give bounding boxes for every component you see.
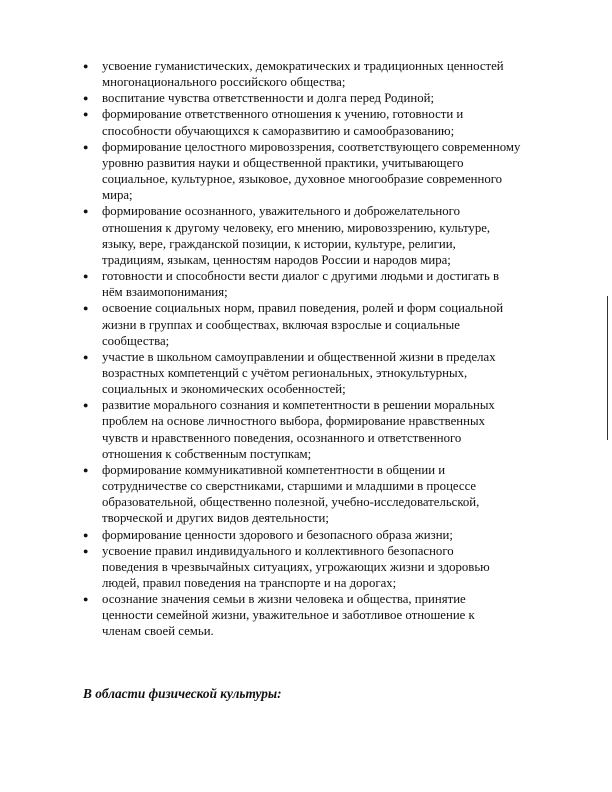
list-item-line: традициям, языкам, ценностям народов России и народов мира; <box>102 252 451 267</box>
bullet-icon: ● <box>83 61 89 71</box>
bullet-icon: ● <box>83 529 89 540</box>
list-item <box>83 397 560 462</box>
list-item-line: проблем на основе личностного выбора, формирование нравственных <box>102 414 486 429</box>
list-item <box>83 462 560 527</box>
list-item-line: жизни в группах и сообществах, включая взрослые и социальные <box>102 317 460 332</box>
list-item-line: воспитание чувства ответственности и долга перед Родиной; <box>102 91 435 106</box>
list-item-line: развитие морального сознания и компетентности в решении моральных <box>102 398 495 413</box>
list-item <box>83 106 560 138</box>
list-item-line: образовательной, общественно полезной, учебно-исследовательской, <box>102 495 480 510</box>
list-item-line: уровню развития науки и общественной практики, учитывающего <box>102 155 464 170</box>
list-item-line: освоение социальных норм, правил поведения, ролей и форм социальной <box>102 301 504 316</box>
list-item-line: многонационального российского общества; <box>102 75 346 90</box>
list-item-line: чувств и нравственного поведения, осознанного и ответственного <box>102 430 462 445</box>
list-item <box>83 90 560 106</box>
list-item-line: участие в школьном самоуправлении и общественной жизни в пределах <box>102 349 496 364</box>
section-heading: В области физической культуры: <box>83 686 282 701</box>
list-item-line: нём взаимопонимания; <box>102 285 228 300</box>
list-item <box>83 527 560 543</box>
list-item-line: формирование осознанного, уважительного и доброжелательного <box>102 204 460 219</box>
list-item-line: социальных и экономических особенностей; <box>102 382 346 397</box>
list-item-line: ценности семейной жизни, уважительное и заботливое отношение к <box>102 608 475 623</box>
bullet-list <box>83 58 560 640</box>
list-item-line: языку, вере, гражданской позиции, к истории, культуре, религии, <box>102 236 456 251</box>
list-item-line: формирование коммуникативной компетентности в общении и <box>102 462 446 477</box>
list-item <box>83 58 560 90</box>
list-item-line: членам своей семьи. <box>102 624 214 639</box>
margin-line <box>607 296 608 440</box>
list-item <box>83 300 560 348</box>
bullet-icon: ● <box>83 206 89 217</box>
list-item-line: людей, правил поведения на транспорте и на дорогах; <box>102 576 397 590</box>
bullet-icon: ● <box>83 545 89 556</box>
list-item-line: усвоение правил индивидуального и коллективного безопасного <box>102 543 454 558</box>
list-item-line: осознание значения семьи в жизни человека и общества, принятие <box>102 592 466 607</box>
list-item <box>83 203 560 268</box>
list-item-line: усвоение гуманистических, демократических и традиционных ценностей <box>102 59 504 73</box>
list-item-line: возрастных компетенций с учётом региональных, этнокультурных, <box>102 365 468 380</box>
bullet-icon: ● <box>83 141 89 152</box>
bullet-icon: ● <box>83 303 89 314</box>
list-item-line: социальное, культурное, языковое, духовное многообразие современного <box>102 172 503 187</box>
list-item-line: сотрудничестве со сверстниками, старшими и младшими в процессе <box>102 479 477 494</box>
bullet-icon: ● <box>83 400 89 411</box>
list-item-line: формирование ценности здорового и безопасного образа жизни; <box>102 527 453 542</box>
list-item <box>83 268 560 300</box>
list-item-line: формирование целостного мировоззрения, соответствующего современному <box>102 139 521 154</box>
list-item-line: отношения к другому человеку, его мнению, мировоззрению, культуре, <box>102 220 491 235</box>
bullet-icon: ● <box>83 271 89 282</box>
list-item-line: мира; <box>102 188 133 203</box>
list-item <box>83 591 560 639</box>
list-item-line: способности обучающихся к саморазвитию и самообразованию; <box>102 123 455 138</box>
list-item-line: сообщества; <box>102 333 170 348</box>
bullet-icon: ● <box>83 594 89 605</box>
list-item-line: отношения к собственным поступкам; <box>102 446 312 461</box>
list-item-line: творческой и других видов деятельности; <box>102 511 329 526</box>
bullet-icon: ● <box>83 351 89 362</box>
list-item <box>83 139 560 204</box>
list-item-line: готовности и способности вести диалог с другими людьми и достигать в <box>102 269 500 284</box>
bullet-icon: ● <box>83 109 89 120</box>
list-item-line: формирование ответственного отношения к учению, готовности и <box>102 107 464 122</box>
list-item-line: поведения в чрезвычайных ситуациях, угрожающих жизни и здоровью <box>102 559 490 574</box>
bullet-icon: ● <box>83 464 89 475</box>
bullet-icon: ● <box>83 93 89 104</box>
list-item <box>83 543 560 591</box>
list-item <box>83 349 560 397</box>
